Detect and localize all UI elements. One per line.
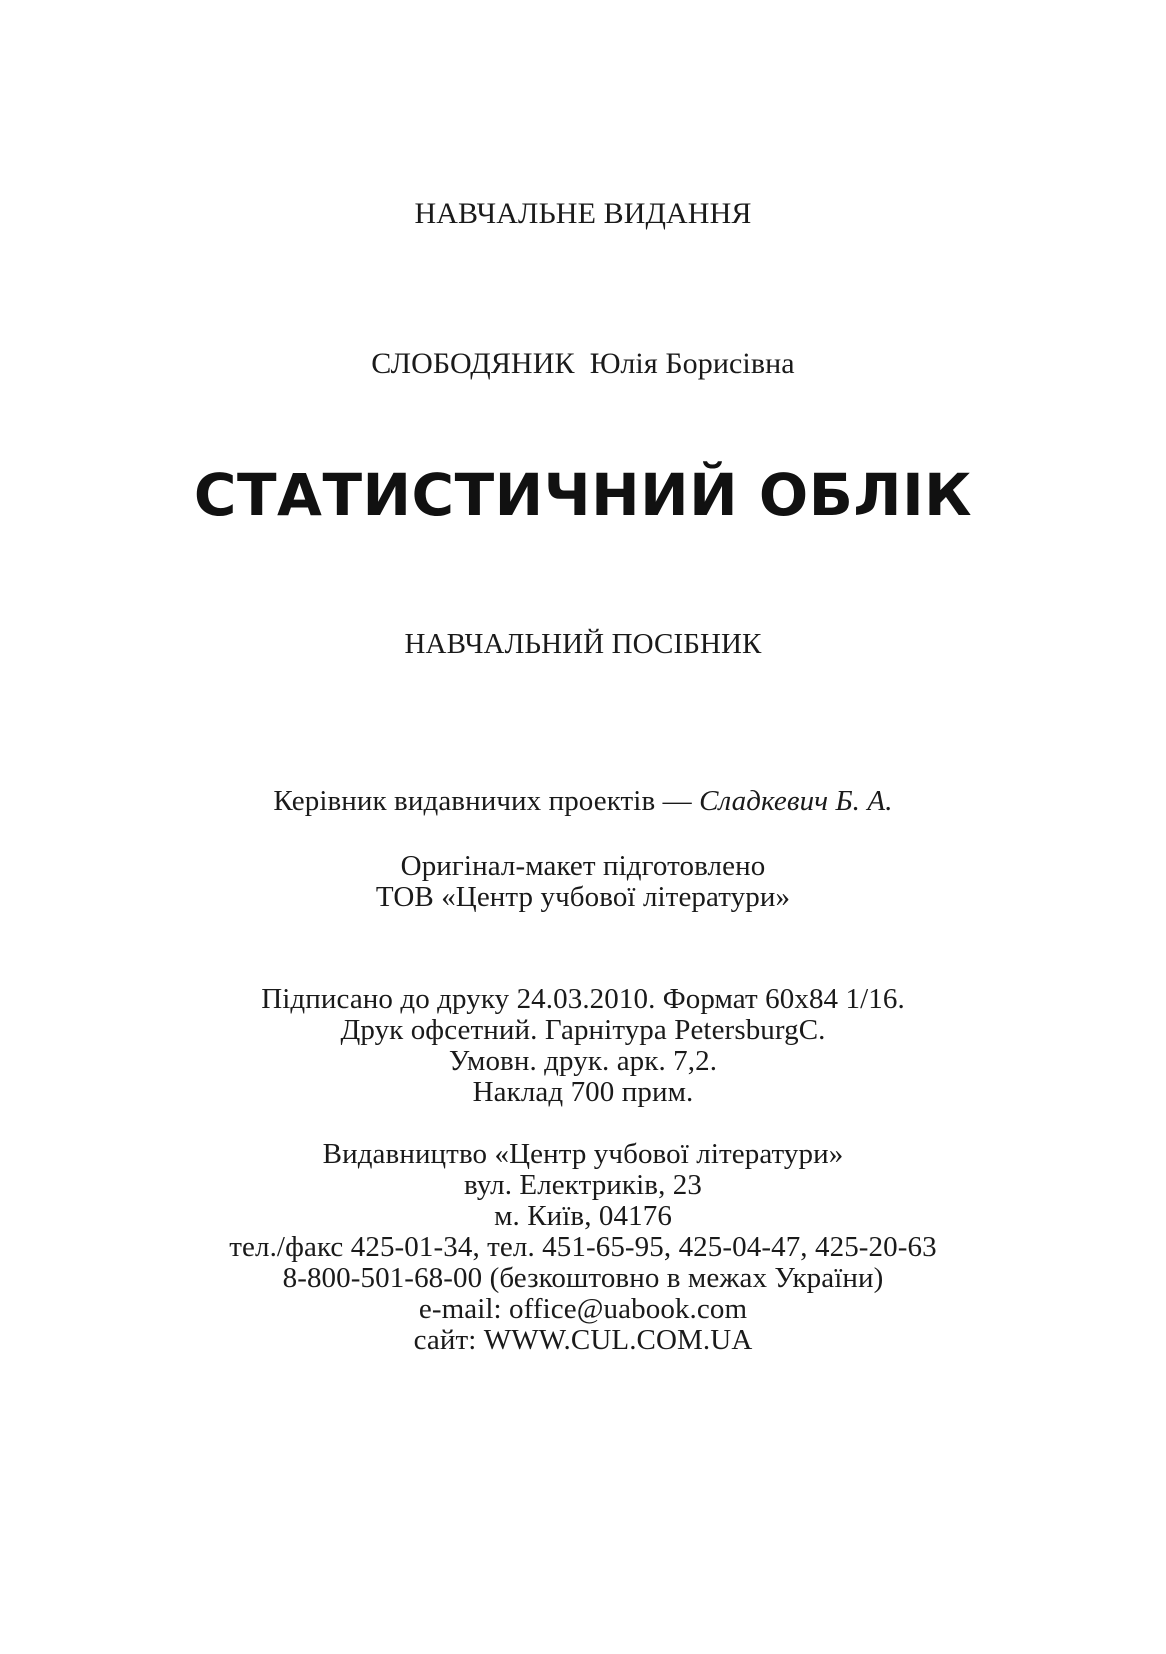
publisher-name: Видавництво «Центр учбової літератури» xyxy=(322,1138,844,1170)
author-surname: СЛОБОДЯНИК xyxy=(371,347,575,380)
print-method-typeface: Друк офсетний. Гарнітура PetersburgC. xyxy=(340,1014,826,1046)
project-manager-label: Керівник видавничих проектів — xyxy=(273,785,692,817)
publisher-phones: тел./факс 425-01-34, тел. 451-65-95, 425-04-47, 425-20-63 xyxy=(229,1231,937,1263)
publisher-free-phone: 8-800-501-68-00 (безкоштовно в межах України) xyxy=(282,1262,884,1294)
publisher-email: e-mail: office@uabook.com xyxy=(418,1293,748,1325)
publisher-street: вул. Електриків, 23 xyxy=(464,1169,702,1201)
author-name xyxy=(0,347,1166,381)
print-signed-format: Підписано до друку 24.03.2010. Формат 60х84 1/16. xyxy=(261,983,905,1015)
layout-credit-line2: ТОВ «Центр учбової літератури» xyxy=(375,881,791,913)
publisher-city: м. Київ, 04176 xyxy=(494,1200,672,1232)
project-manager xyxy=(0,784,1166,818)
project-manager-name: Сладкевич Б. А. xyxy=(699,785,893,817)
publisher-site: сайт: WWW.CUL.COM.UA xyxy=(413,1324,753,1356)
edition-type: НАВЧАЛЬНЕ ВИДАННЯ xyxy=(414,197,752,230)
book-genre: НАВЧАЛЬНИЙ ПОСІБНИК xyxy=(404,628,762,660)
author-given-names: Юлія Борисівна xyxy=(589,347,795,380)
book-title: СТАТИСТИЧНИЙ ОБЛІК xyxy=(193,461,973,529)
print-sheets: Умовн. друк. арк. 7,2. xyxy=(448,1045,718,1077)
print-run: Наклад 700 прим. xyxy=(472,1076,694,1108)
layout-credit-line1: Оригінал-макет підготовлено xyxy=(400,850,766,882)
